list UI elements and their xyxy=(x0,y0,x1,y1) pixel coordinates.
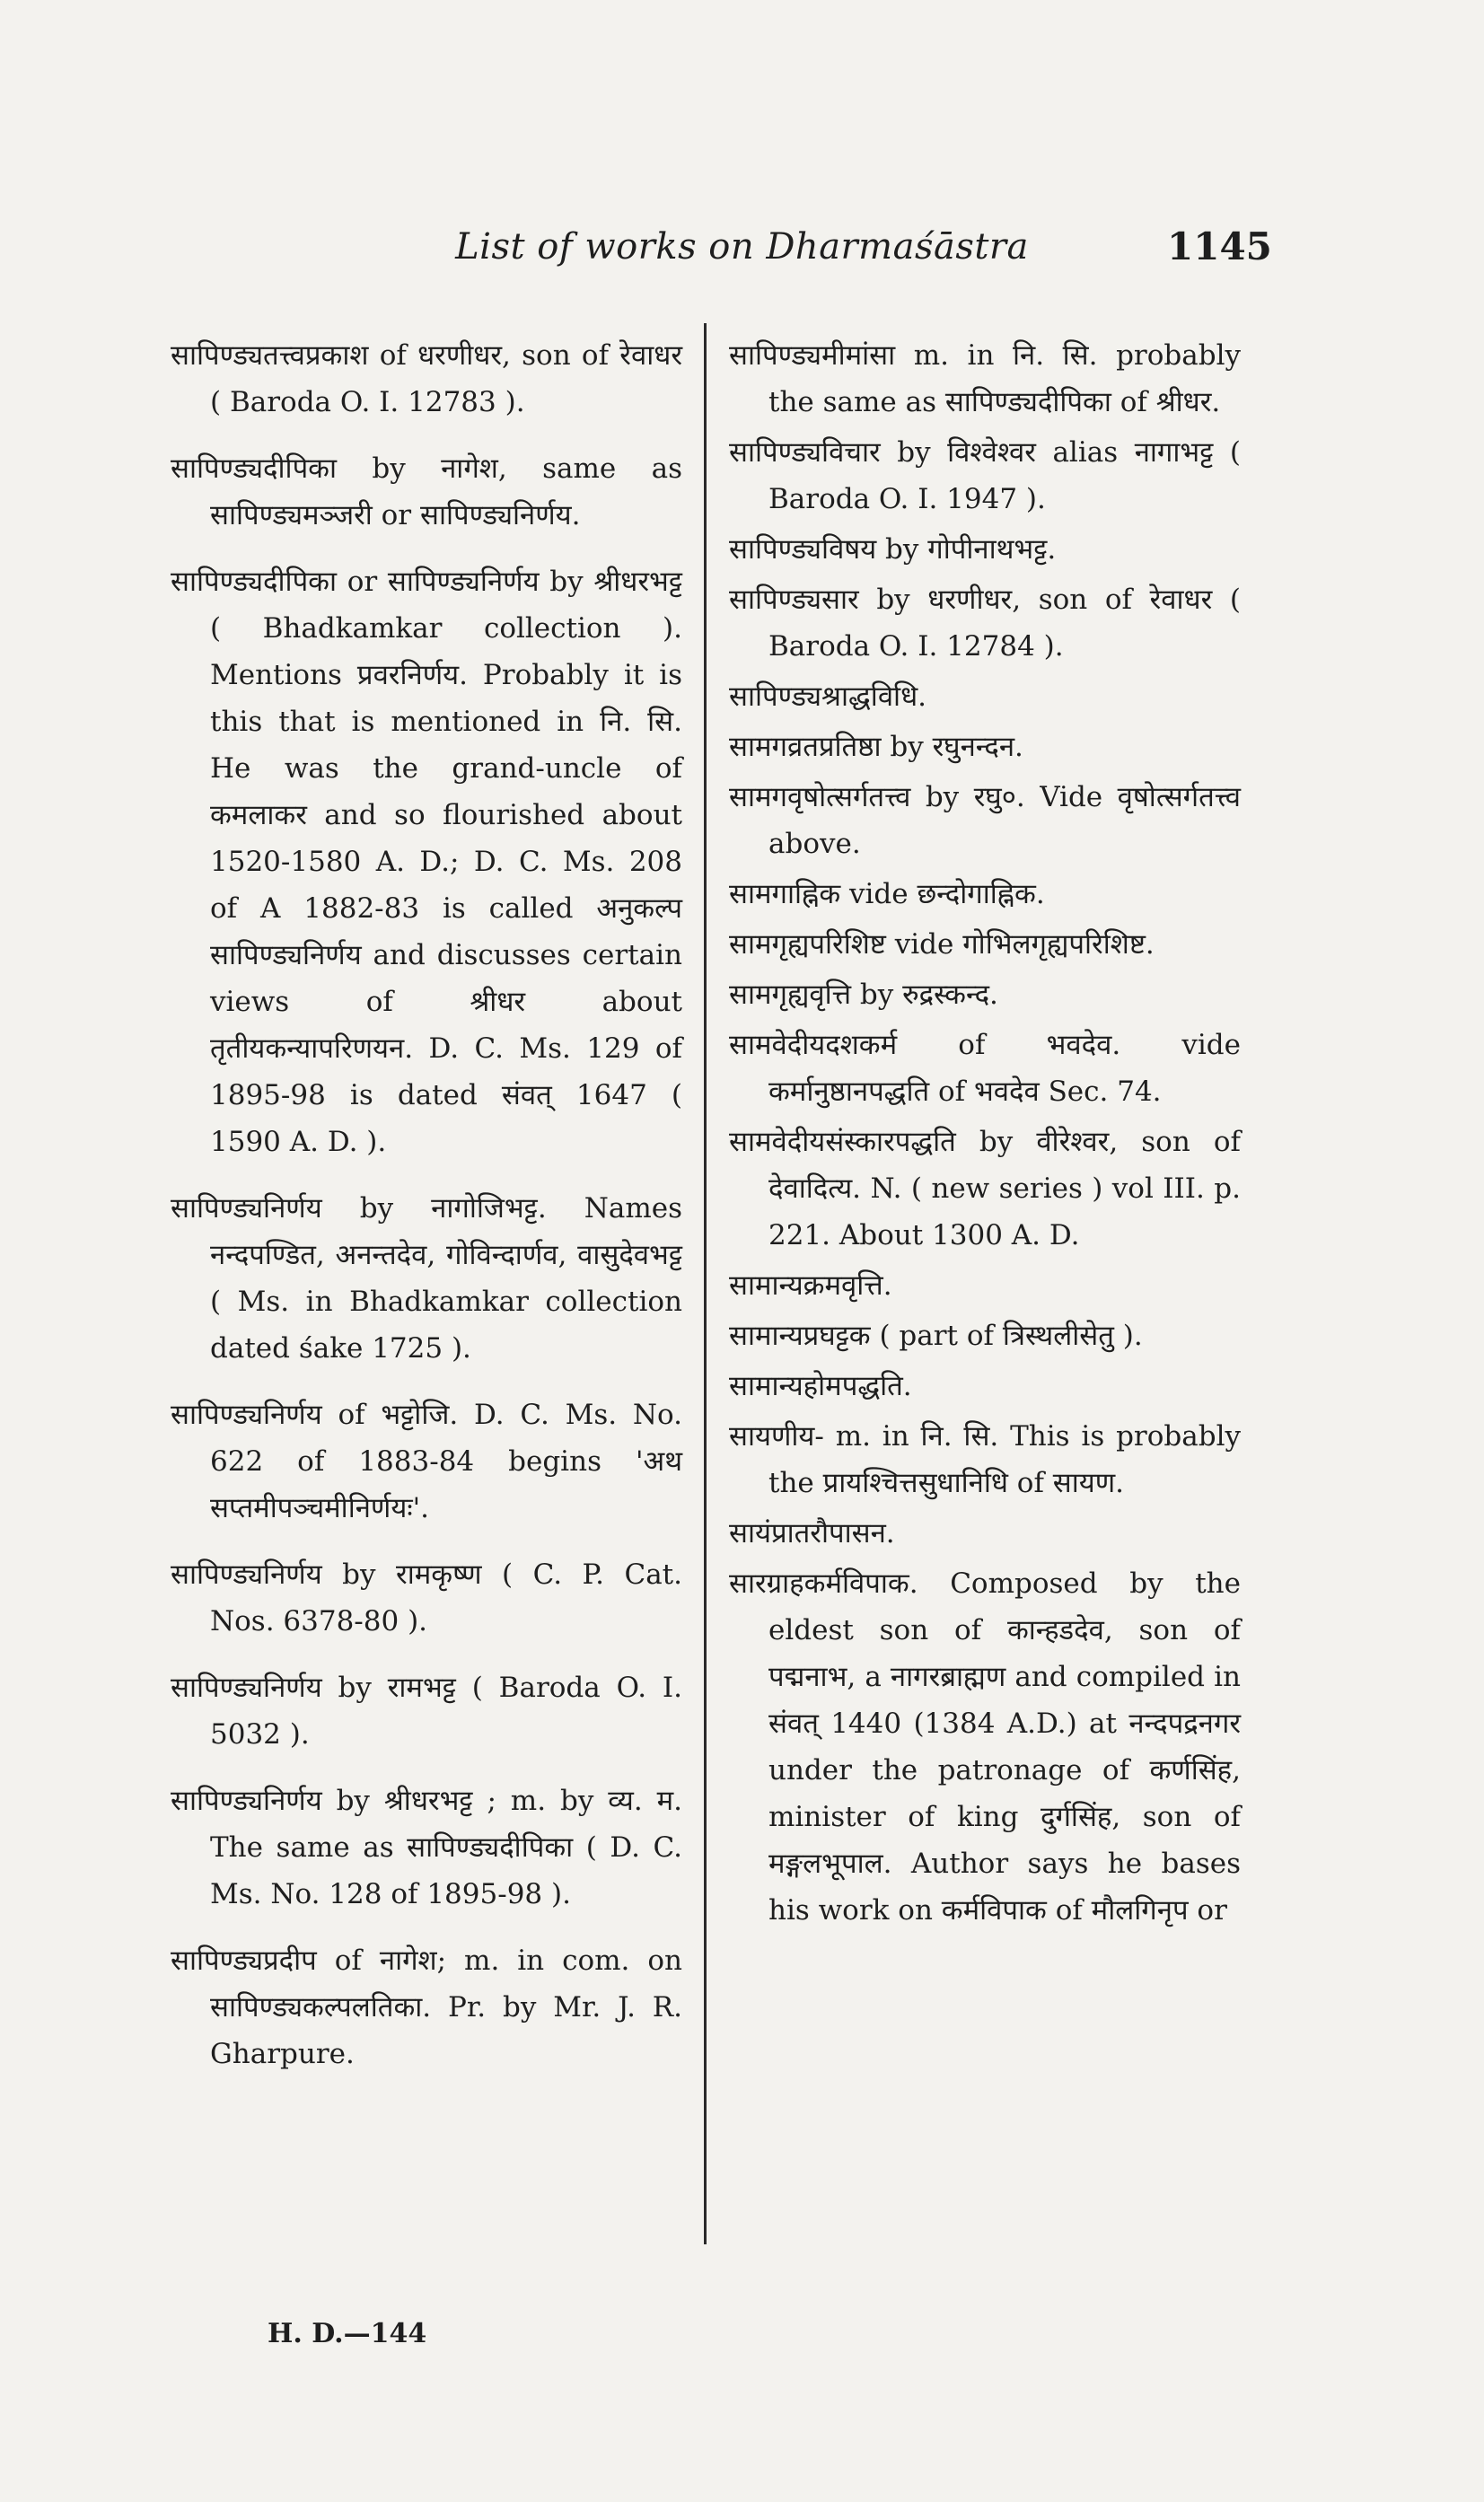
list-item: सामान्यप्रघट्टक ( part of त्रिस्थलीसेतु ). xyxy=(729,1320,1143,1352)
list-item: सापिण्ड्यनिर्णय by रामकृष्ण ( C. P. Cat. Nos. 6378-80 ). xyxy=(171,1558,682,1637)
column-divider xyxy=(704,323,707,2244)
list-item: सापिण्ड्यविचार by विश्वेश्वर alias नागाभट्ट ( Baroda O. I. 1947 ). xyxy=(729,436,1241,515)
list-item: सामवेदीयदशकर्म of भवदेव. vide कर्मानुष्ठानपद्धति of भवदेव Sec. 74. xyxy=(729,1029,1241,1108)
list-item: सापिण्ड्यनिर्णय by नागोजिभट्ट. Names नन्दपण्डित, अनन्तदेव, गोविन्दार्णव, वासुदेवभट्ट ( Ms. in Bhadkamkar collection dated śake 1725 ). xyxy=(171,1192,682,1365)
list-item: सामगाह्निक vide छन्दोगाह्निक. xyxy=(729,878,1045,910)
list-item: सापिण्ड्यदीपिका or सापिण्ड्यनिर्णय by श्रीधरभट्ट ( Bhadkamkar collection ). Mentions प्रवरनिर्णय. Probably it is this that is mentioned in नि. सि. He was the grand-uncle of कमलाकर and so flourished about 1520-1580 A. D.; D. C. Ms. 208 of A 1882-83 is called अनुकल्प सापिण्ड्यनिर्णय and discusses certain views of श्रीधर about तृतीयकन्यापरिणयन. D. C. Ms. 129 of 1895-98 is dated संवत् 1647 ( 1590 A. D. ). xyxy=(171,566,682,1158)
list-item: सापिण्ड्यदीपिका by नागेश, same as सापिण्ड्यमञ्जरी or सापिण्ड्यनिर्णय. xyxy=(171,452,682,531)
list-item: सापिण्ड्यसार by धरणीधर, son of रेवाधर ( Baroda O. I. 12784 ). xyxy=(729,584,1241,663)
list-item: सायंप्रातरौपासन. xyxy=(729,1517,895,1549)
running-header-title: List of works on Dharmaśāstra xyxy=(455,226,1029,268)
list-item: सायणीय- m. in नि. सि. This is probably the प्रायश्चित्तसुधानिधि of सायण. xyxy=(729,1420,1241,1499)
list-item: सामगव्रतप्रतिष्ठा by रघुनन्दन. xyxy=(729,731,1023,763)
list-item: सापिण्ड्यनिर्णय by श्रीधरभट्ट ; m. by व्य. म. The same as सापिण्ड्यदीपिका ( D. C. Ms. No. 128 of 1895-98 ). xyxy=(171,1785,682,1910)
right-column xyxy=(729,332,1241,1937)
list-item: सामगृह्यवृत्ति by रुद्रस्कन्द. xyxy=(729,979,998,1011)
list-item: सापिण्ड्यविषय by गोपीनाथभट्ट. xyxy=(729,533,1057,566)
list-item: सापिण्ड्यतत्त्वप्रकाश of धरणीधर, son of रेवाधर ( Baroda O. I. 12783 ). xyxy=(171,339,682,418)
list-item: सारग्राहकर्मविपाक. Composed by the eldest son of कान्हडदेव, son of पद्मनाभ, a नागरब्राह्मण and compiled in संवत् 1440 (1384 A.D.) at नन्दपद्रनगर under the patronage of कर्णसिंह, minister of king दुर्गसिंह, son of मङ्गलभूपाल. Author says he bases his work on कर्मविपाक of मौलगिनृप or xyxy=(729,1567,1241,1927)
list-item: सामगृह्यपरिशिष्ट vide गोभिलगृह्यपरिशिष्ट. xyxy=(729,928,1155,961)
list-item: सापिण्ड्यनिर्णय of भट्टोजि. D. C. Ms. No. 622 of 1883-84 begins 'अथ सप्तमीपञ्चमीनिर्णयः'. xyxy=(171,1399,682,1524)
list-item: सापिण्ड्यमीमांसा m. in नि. सि. probably the same as सापिण्ड्यदीपिका of श्रीधर. xyxy=(729,339,1241,418)
page-number: 1145 xyxy=(1167,224,1272,268)
list-item: सापिण्ड्यप्रदीप of नागेश; m. in com. on सापिण्ड्यकल्पलतिका. Pr. by Mr. J. R. Gharpure. xyxy=(171,1945,682,2070)
list-item: सापिण्ड्यश्राद्धविधि. xyxy=(729,680,927,713)
list-item: सामान्यहोमपद्धति. xyxy=(729,1370,912,1402)
list-item: सामान्यक्रमवृत्ति. xyxy=(729,1269,892,1302)
list-item: सापिण्ड्यनिर्णय by रामभट्ट ( Baroda O. I. 5032 ). xyxy=(171,1672,682,1751)
list-item: सामवेदीयसंस्कारपद्धति by वीरेश्वर, son of देवादित्य. N. ( new series ) vol III. p. 221. About 1300 A. D. xyxy=(729,1126,1241,1251)
signature-mark: H. D.—144 xyxy=(268,2318,427,2349)
left-column xyxy=(171,332,682,2097)
list-item: सामगवृषोत्सर्गतत्त्व by रघु०. Vide वृषोत्सर्गतत्त्व above. xyxy=(729,781,1241,860)
